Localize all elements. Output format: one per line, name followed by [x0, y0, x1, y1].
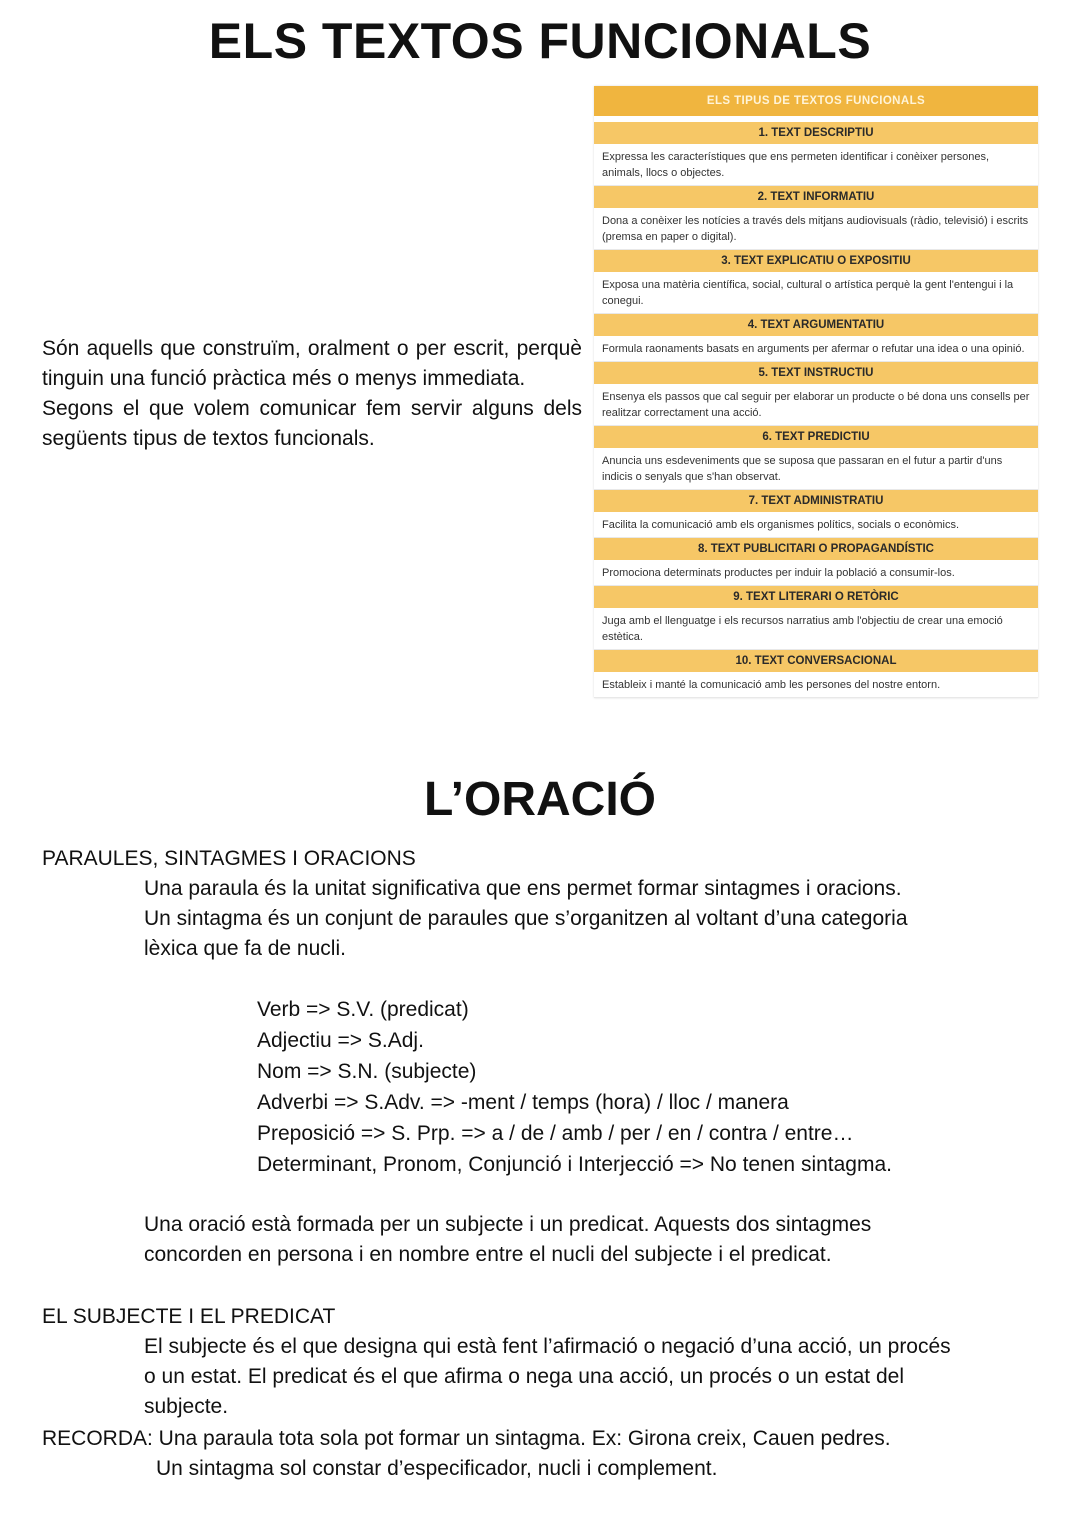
body-line: El subjecte és el que designa qui està fent l’afirmació o negació d’una acció, un procés [144, 1335, 951, 1358]
body-line: Un sintagma és un conjunt de paraules que s’organitzen al voltant d’una categoria [144, 907, 908, 930]
body-line: lèxica que fa de nucli. [144, 937, 346, 960]
category-line: Nom => S.N. (subjecte) [257, 1060, 477, 1083]
body-line: subjecte. [144, 1395, 229, 1418]
recorda-line: Un sintagma sol constar d’especificador, nucli i complement. [156, 1457, 718, 1480]
type-title: 10. TEXT CONVERSACIONAL [594, 650, 1038, 672]
type-item [594, 538, 1038, 586]
category-line: Preposició => S. Prp. => a / de / amb / per / en / contra / entre… [257, 1122, 854, 1145]
type-description: Expressa les característiques que ens permeten identificar i conèixer persones, animals, llocs o objectes. [594, 144, 1038, 186]
recorda-line: RECORDA: Una paraula tota sola pot formar un sintagma. Ex: Girona creix, Cauen pedres. [42, 1427, 891, 1450]
type-item [594, 586, 1038, 650]
type-title: 9. TEXT LITERARI O RETÒRIC [594, 586, 1038, 608]
type-item [594, 650, 1038, 698]
type-title: 3. TEXT EXPLICATIU O EXPOSITIU [594, 250, 1038, 272]
type-description: Estableix i manté la comunicació amb les persones del nostre entorn. [594, 672, 1038, 698]
type-item [594, 314, 1038, 362]
type-item [594, 250, 1038, 314]
type-item [594, 490, 1038, 538]
type-description: Juga amb el llenguatge i els recursos narratius amb l'objectiu de crear una emoció estètica. [594, 608, 1038, 650]
type-description: Ensenya els passos que cal seguir per elaborar un producte o bé dona uns consells per realitzar correctament una acció. [594, 384, 1038, 426]
type-title: 1. TEXT DESCRIPTIU [594, 122, 1038, 144]
page-title: ELS TEXTOS FUNCIONALS [208, 13, 872, 69]
body-line: Una oració està formada per un subjecte i un predicat. Aquests dos sintagmes [144, 1213, 872, 1236]
category-line: Adverbi => S.Adv. => -ment / temps (hora) / lloc / manera [257, 1091, 789, 1114]
type-description: Exposa una matèria científica, social, cultural o artística perquè la gent l'entengui i la conegui. [594, 272, 1038, 314]
type-description: Anuncia uns esdeveniments que se suposa que passaran en el futur a partir d'uns indicis o senyals que s'han observat. [594, 448, 1038, 490]
intro-paragraph-1: Són aquells que construïm, oralment o per escrit, perquè tinguin una funció pràctica més o menys immediata. [42, 337, 582, 390]
section-heading: PARAULES, SINTAGMES I ORACIONS [42, 847, 416, 870]
type-title: 6. TEXT PREDICTIU [594, 426, 1038, 448]
types-table-header: ELS TIPUS DE TEXTOS FUNCIONALS [594, 86, 1038, 116]
type-description: Promociona determinats productes per induir la població a consumir-los. [594, 560, 1038, 586]
type-title: 4. TEXT ARGUMENTATIU [594, 314, 1038, 336]
category-line: Verb => S.V. (predicat) [257, 998, 469, 1021]
category-line: Determinant, Pronom, Conjunció i Interjecció => No tenen sintagma. [257, 1153, 892, 1176]
intro-text [42, 334, 582, 454]
type-title: 5. TEXT INSTRUCTIU [594, 362, 1038, 384]
body-line: Una paraula és la unitat significativa que ens permet formar sintagmes i oracions. [144, 877, 902, 900]
type-item [594, 426, 1038, 490]
category-line: Adjectiu => S.Adj. [257, 1029, 424, 1052]
text-types-table [594, 86, 1038, 698]
type-description: Formula raonaments basats en arguments per afermar o refutar una idea o una opinió. [594, 336, 1038, 362]
intro-paragraph-2: Segons el que volem comunicar fem servir alguns dels següents tipus de textos funcionals. [42, 397, 582, 450]
section-title-oracio: L’ORACIÓ [423, 773, 656, 826]
type-description: Facilita la comunicació amb els organismes polítics, socials o econòmics. [594, 512, 1038, 538]
type-item [594, 186, 1038, 250]
type-title: 7. TEXT ADMINISTRATIU [594, 490, 1038, 512]
type-title: 8. TEXT PUBLICITARI O PROPAGANDÍSTIC [594, 538, 1038, 560]
type-item [594, 122, 1038, 186]
section-heading: EL SUBJECTE I EL PREDICAT [42, 1305, 336, 1328]
type-title: 2. TEXT INFORMATIU [594, 186, 1038, 208]
type-item [594, 362, 1038, 426]
type-description: Dona a conèixer les notícies a través dels mitjans audiovisuals (ràdio, televisió) i escrits (premsa en paper o digital). [594, 208, 1038, 250]
body-line: concorden en persona i en nombre entre el nucli del subjecte i el predicat. [144, 1243, 832, 1266]
body-line: o un estat. El predicat és el que afirma o nega una acció, un procés o un estat del [144, 1365, 904, 1388]
